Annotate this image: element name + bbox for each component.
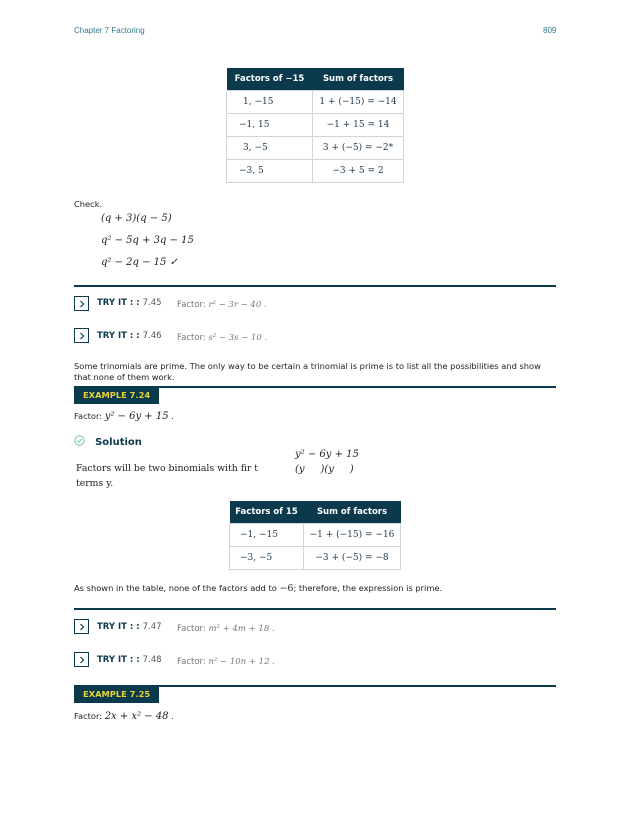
check-step-2: q² − 5q + 3q − 15 — [101, 235, 194, 246]
table-cell-factors: −3, −5 — [230, 546, 304, 569]
try-it-expand-button[interactable] — [74, 328, 89, 343]
chevron-right-icon — [78, 656, 86, 664]
try-it-number: 7.48 — [142, 655, 162, 665]
table-cell-factors: −1, −15 — [230, 523, 304, 546]
try-it-expand-button[interactable] — [74, 619, 89, 634]
check-label: Check. — [74, 199, 103, 209]
try-it-number: 7.47 — [142, 622, 162, 632]
table-row — [227, 113, 404, 136]
table-cell-factors: 3, −5 — [227, 136, 313, 159]
table-row — [227, 136, 404, 159]
exercise-expression: n² − 10n + 12 — [208, 657, 270, 667]
check-step-1: (q + 3)(q − 5) — [101, 213, 172, 224]
example-label: EXAMPLE 7.24 — [74, 387, 159, 404]
table-cell-sum: −3 + (−5) = −8 — [304, 546, 401, 569]
try-it-label: TRY IT : : 7.48 — [97, 655, 162, 665]
section-divider — [74, 608, 556, 610]
check-circle-icon — [74, 435, 85, 446]
table-cell-factors: 1, −15 — [227, 90, 313, 113]
solution-heading — [74, 430, 142, 449]
example-expression: 2x + x² − 48 — [104, 711, 169, 722]
conclusion-text: As shown in the table, none of the factors add to −6; therefore, the expression is prime. — [74, 583, 443, 594]
try-it-expand-button[interactable] — [74, 652, 89, 667]
factors-table-15 — [229, 501, 401, 570]
example-problem: Factor: 2x + x² − 48 . — [74, 711, 174, 722]
table-cell-sum: 1 + (−15) = −14 — [313, 90, 404, 113]
step-description: Factors will be two binomials with fir t — [76, 463, 259, 474]
try-it-exercise: Factor: r² − 3r − 40 . — [177, 300, 267, 310]
table-cell-sum: −1 + (−15) = −16 — [304, 523, 401, 546]
example-problem: Factor: y² − 6y + 15 . — [74, 411, 174, 422]
try-it-exercise: Factor: s² − 3s − 10 . — [177, 333, 268, 343]
table-header-factors: Factors of −15 — [227, 68, 313, 90]
exercise-expression: r² − 3r − 40 — [208, 300, 262, 310]
table-cell-sum: −1 + 15 = 14 — [313, 113, 404, 136]
table-header-sum: Sum of factors — [304, 501, 401, 523]
try-it-label: TRY IT : : 7.45 — [97, 298, 162, 308]
check-step-3: q² − 2q − 15 ✓ — [101, 257, 178, 268]
table-header-factors: Factors of 15 — [230, 501, 304, 523]
chevron-right-icon — [78, 300, 86, 308]
conclusion-value: −6 — [279, 583, 294, 594]
example-expression: y² − 6y + 15 — [104, 411, 169, 422]
page-number: 809 — [543, 26, 557, 35]
table-row — [230, 546, 401, 569]
try-it-label: TRY IT : : 7.46 — [97, 331, 162, 341]
solution-label: Solution — [95, 437, 142, 448]
try-it-expand-button[interactable] — [74, 296, 89, 311]
table-cell-factors: −3, 5 — [227, 159, 313, 182]
table-row — [230, 523, 401, 546]
factors-table-neg15 — [226, 68, 404, 183]
chevron-right-icon — [78, 623, 86, 631]
try-it-exercise: Factor: n² − 10n + 12 . — [177, 657, 275, 667]
step-expression: y² − 6y + 15 — [295, 449, 359, 460]
section-divider — [74, 285, 556, 287]
chevron-right-icon — [78, 332, 86, 340]
try-it-exercise: Factor: m² + 4m + 18 . — [177, 624, 275, 634]
step-description-cont: terms y. — [76, 478, 114, 489]
table-row — [227, 90, 404, 113]
try-it-number: 7.46 — [142, 331, 162, 341]
table-row — [227, 159, 404, 182]
prime-paragraph: Some trinomials are prime. The only way to be certain a trinomial is prime is to list all the possibilities and show that none of them work. — [74, 361, 541, 382]
chapter-title: Chapter 7 Factoring — [74, 26, 145, 35]
exercise-expression: s² − 3s − 10 — [208, 333, 262, 343]
table-cell-sum: −3 + 5 = 2 — [313, 159, 404, 182]
step-binomials: (y )(y ) — [295, 464, 354, 475]
example-label: EXAMPLE 7.25 — [74, 686, 159, 703]
try-it-label: TRY IT : : 7.47 — [97, 622, 162, 632]
table-cell-sum: 3 + (−5) = −2* — [313, 136, 404, 159]
exercise-expression: m² + 4m + 18 — [208, 624, 270, 634]
table-cell-factors: −1, 15 — [227, 113, 313, 136]
try-it-number: 7.45 — [142, 298, 162, 308]
table-header-sum: Sum of factors — [313, 68, 404, 90]
